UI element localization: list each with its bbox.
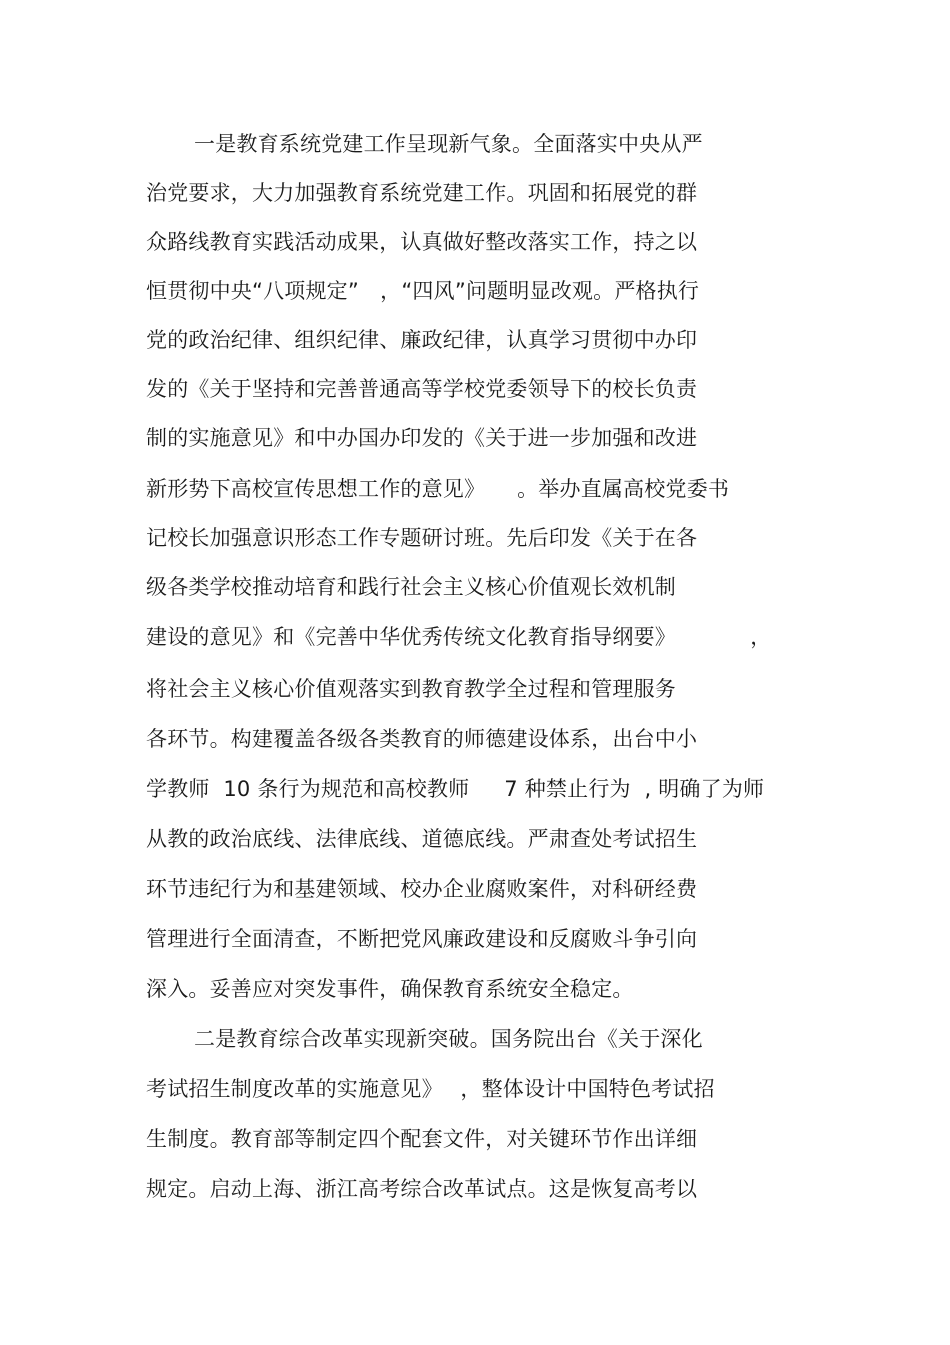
paragraph-1-line-3: 众路线教育实践活动成果，认真做好整改落实工作，持之以 [146, 230, 698, 254]
paragraph-2-line-1: 二是教育综合改革实现新突破。国务院出台《关于深化 [194, 1027, 703, 1051]
paragraph-1-line-5: 党的政治纪律、组织纪律、廉政纪律，认真学习贯彻中办印 [146, 328, 698, 352]
paragraph-1-line-17: 管理进行全面清查，不断把党风廉政建设和反腐败斗争引向 [146, 927, 698, 951]
paragraph-1-line-16: 环节违纪行为和基建领域、校办企业腐败案件，对科研经费 [146, 877, 698, 901]
paragraph-1-line-18: 深入。妥善应对突发事件，确保教育系统安全稳定。 [146, 977, 634, 1001]
paragraph-1-line-1: 一是教育系统党建工作呈现新气象。全面落实中央从严 [194, 132, 703, 156]
paragraph-1-line-8: 新形势下高校宣传思想工作的意见》 。举办直属高校党委书 [146, 477, 730, 501]
paragraph-1-line-10: 级各类学校推动培育和践行社会主义核心价值观长效机制 [146, 575, 676, 599]
paragraph-1-line-14: 学教师 10 条行为规范和高校教师 7 种禁止行为 , 明确了为师 [146, 777, 765, 801]
paragraph-1-line-4: 恒贯彻中央“八项规定” ，“四风”问题明显改观。严格执行 [146, 279, 700, 303]
paragraph-2-line-2: 考试招生制度改革的实施意见》 ，整体设计中国特色考试招 [146, 1077, 715, 1101]
paragraph-1-line-15: 从教的政治底线、法律底线、道德底线。严肃查处考试招生 [146, 827, 698, 851]
paragraph-1-line-12: 将社会主义核心价值观落实到教育教学全过程和管理服务 [146, 677, 676, 701]
paragraph-1-line-13: 各环节。构建覆盖各级各类教育的师德建设体系，出台中小 [146, 727, 698, 751]
paragraph-2-line-3: 生制度。教育部等制定四个配套文件，对关键环节作出详细 [146, 1127, 698, 1151]
paragraph-2-line-4: 规定。启动上海、浙江高考综合改革试点。这是恢复高考以 [146, 1177, 698, 1201]
paragraph-1-line-6: 发的《关于坚持和完善普通高等学校党委领导下的校长负责 [146, 377, 698, 401]
paragraph-1-line-2: 治党要求，大力加强教育系统党建工作。巩固和拓展党的群 [146, 181, 698, 205]
paragraph-1-line-9: 记校长加强意识形态工作专题研讨班。先后印发《关于在各 [146, 526, 698, 550]
paragraph-1-line-7: 制的实施意见》和中办国办印发的《关于进一步加强和改进 [146, 426, 698, 450]
paragraph-1-line-11: 建设的意见》和《完善中华优秀传统文化教育指导纲要》 ， [146, 625, 772, 649]
